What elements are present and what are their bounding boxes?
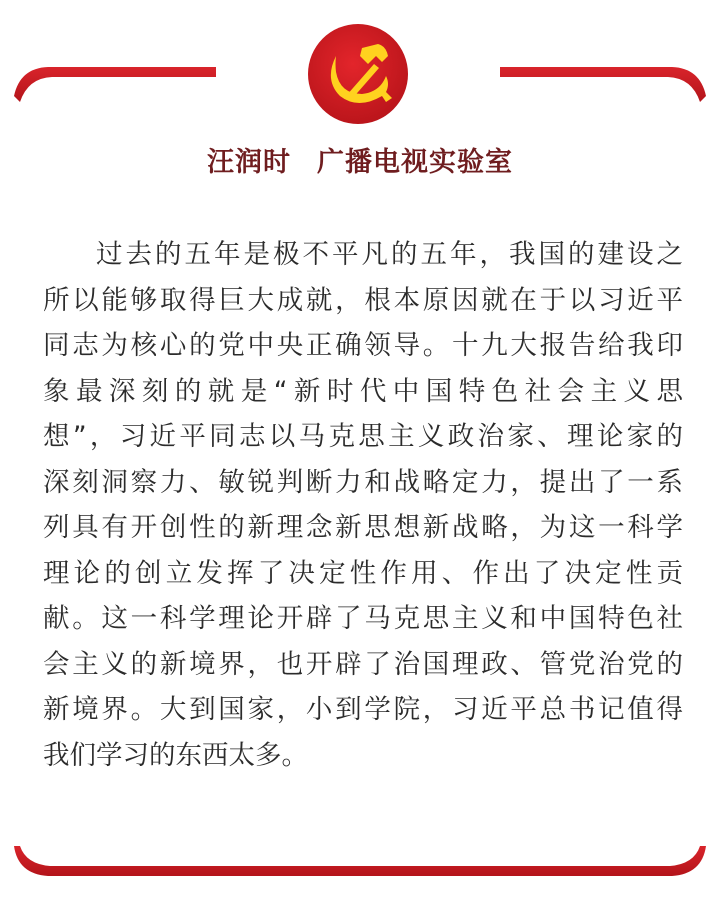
article-line: 会主义的新境界，也开辟了治国理政、管党治党的: [43, 648, 683, 680]
frame-top-right: [500, 67, 706, 102]
article-line: 我们学习的东西太多。: [43, 739, 308, 771]
author-organization: 广播电视实验室: [317, 147, 513, 178]
article-line: 列具有开创性的新理念新思想新战略，为这一科学: [43, 512, 683, 543]
author-heading: [0, 143, 720, 183]
article-line: 想”，习近平同志以马克思主义政治家、理论家的: [43, 421, 683, 452]
article-line: 理论的创立发挥了决定性作用、作出了决定性贡: [43, 557, 683, 589]
article-line: 象最深刻的就是“新时代中国特色社会主义思: [43, 375, 683, 407]
article-line: 过去的五年是极不平凡的五年，我国的建设之: [96, 239, 683, 270]
hammer-and-sickle-emblem-icon: [306, 22, 410, 126]
author-name: 汪润时: [207, 147, 291, 178]
article-line: 同志为核心的党中央正确领导。十九大报告给我印: [43, 330, 683, 361]
frame-top-left: [14, 67, 216, 102]
article-line: 所以能够取得巨大成就，根本原因就在于以习近平: [43, 284, 683, 316]
article-line: 深刻洞察力、敏锐判断力和战略定力，提出了一系: [43, 466, 683, 498]
frame-bottom: [14, 846, 706, 876]
article-body: [43, 232, 683, 778]
article-line: 献。这一科学理论开辟了马克思主义和中国特色社: [43, 603, 683, 634]
article-line: 新境界。大到国家，小到学院，习近平总书记值得: [43, 694, 683, 725]
